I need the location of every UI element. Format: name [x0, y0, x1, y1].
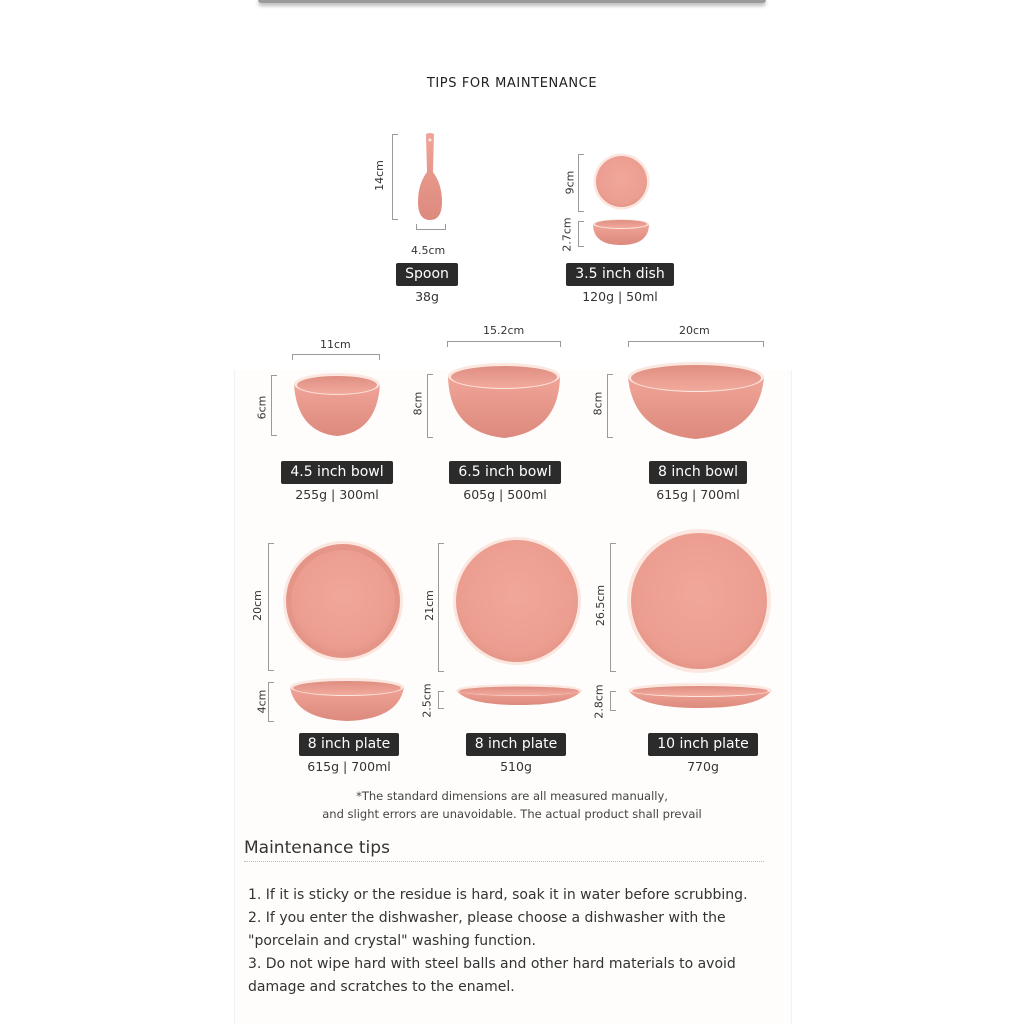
dish-diameter-bracket — [578, 154, 584, 212]
dish-height-bracket — [578, 221, 584, 247]
bowl8-width-bracket — [628, 341, 764, 347]
plate8b-diameter-dim: 21cm — [422, 590, 436, 621]
plate8a-diameter-bracket — [268, 543, 274, 671]
disclaimer-line-1: *The standard dimensions are all measured manually, — [356, 789, 668, 803]
plate8a-side-image — [289, 677, 405, 723]
plate8b-height-dim: 2.5cm — [420, 683, 434, 718]
product-spec: 615g | 700ml — [307, 759, 391, 774]
spoon-width-bracket — [416, 224, 446, 230]
plate8b-side-image — [455, 683, 583, 707]
plate10-diameter-bracket — [610, 543, 616, 672]
spoon-height-bracket — [392, 134, 398, 220]
bowl8-image — [627, 361, 765, 441]
page-title: TIPS FOR MAINTENANCE — [426, 76, 598, 91]
tip-item: 3. Do not wipe hard with steel balls and other hard materials to avoid damage and scratches to the enamel. — [248, 956, 736, 995]
product-plate-10 — [603, 733, 803, 774]
bowl65-width-dim: 15.2cm — [483, 324, 525, 337]
product-spec: 120g | 50ml — [582, 289, 658, 304]
tip-item: 1. If it is sticky or the residue is hard, soak it in water before scrubbing. — [248, 887, 748, 903]
product-label: Spoon — [396, 263, 458, 286]
tip-item: 2. If you enter the dishwasher, please choose a dishwasher with the "porcelain and crystal" washing function. — [248, 910, 726, 949]
product-spoon — [327, 263, 527, 304]
plate8a-diameter-dim: 20cm — [250, 590, 264, 621]
plate8b-height-bracket — [438, 691, 444, 709]
product-label: 8 inch plate — [466, 733, 567, 756]
plate10-top-image — [626, 528, 772, 674]
bowl8-height-dim: 8cm — [591, 391, 605, 416]
plate10-height-dim: 2.8cm — [592, 684, 606, 719]
maintenance-heading: Maintenance tips — [244, 838, 390, 858]
dish-side-image — [592, 218, 650, 248]
product-spec: 255g | 300ml — [295, 487, 379, 502]
bowl45-image — [293, 372, 381, 438]
dish-diameter-dim: 9cm — [563, 170, 577, 195]
bowl45-width-dim: 11cm — [320, 338, 351, 351]
spoon-width-dim: 4.5cm — [411, 244, 446, 257]
maintenance-divider — [244, 861, 764, 862]
plate10-diameter-dim: 26.5cm — [594, 584, 608, 627]
plate8b-diameter-bracket — [438, 543, 444, 672]
plate10-side-image — [627, 682, 773, 710]
maintenance-tips-list — [248, 884, 788, 999]
bowl65-image — [447, 362, 561, 440]
product-bowl-6-5 — [405, 461, 605, 502]
product-spec: 615g | 700ml — [656, 487, 740, 502]
bowl45-height-bracket — [271, 375, 277, 436]
plate8a-top-image — [282, 540, 404, 662]
top-shadow-bar — [258, 0, 766, 3]
product-label: 8 inch bowl — [649, 461, 747, 484]
bowl65-height-bracket — [427, 374, 433, 438]
plate8b-top-image — [452, 536, 582, 666]
product-label: 3.5 inch dish — [566, 263, 673, 286]
product-spec: 770g — [687, 759, 719, 774]
product-label: 6.5 inch bowl — [449, 461, 560, 484]
product-spec: 510g — [500, 759, 532, 774]
product-spec: 38g — [415, 289, 439, 304]
bowl65-height-dim: 8cm — [411, 391, 425, 416]
spoon-image — [414, 132, 446, 222]
plate10-height-bracket — [610, 691, 616, 711]
dish-height-dim: 2.7cm — [560, 217, 574, 252]
bowl65-width-bracket — [447, 341, 561, 347]
product-spec: 605g | 500ml — [463, 487, 547, 502]
product-label: 4.5 inch bowl — [281, 461, 392, 484]
product-dish-3-5 — [520, 263, 720, 304]
product-label: 10 inch plate — [648, 733, 758, 756]
bowl45-width-bracket — [292, 354, 380, 360]
dish-top-image — [593, 153, 650, 210]
plate8a-height-dim: 4cm — [255, 689, 269, 714]
spoon-height-dim: 14cm — [372, 160, 386, 191]
bowl45-height-dim: 6cm — [255, 395, 269, 420]
plate8a-height-bracket — [268, 682, 274, 722]
disclaimer-line-2: and slight errors are unavoidable. The actual product shall prevail — [322, 807, 702, 821]
product-label: 8 inch plate — [299, 733, 400, 756]
product-bowl-8 — [598, 461, 798, 502]
bowl8-height-bracket — [607, 374, 613, 438]
bowl8-width-dim: 20cm — [679, 324, 710, 337]
product-plate-8-b — [416, 733, 616, 774]
